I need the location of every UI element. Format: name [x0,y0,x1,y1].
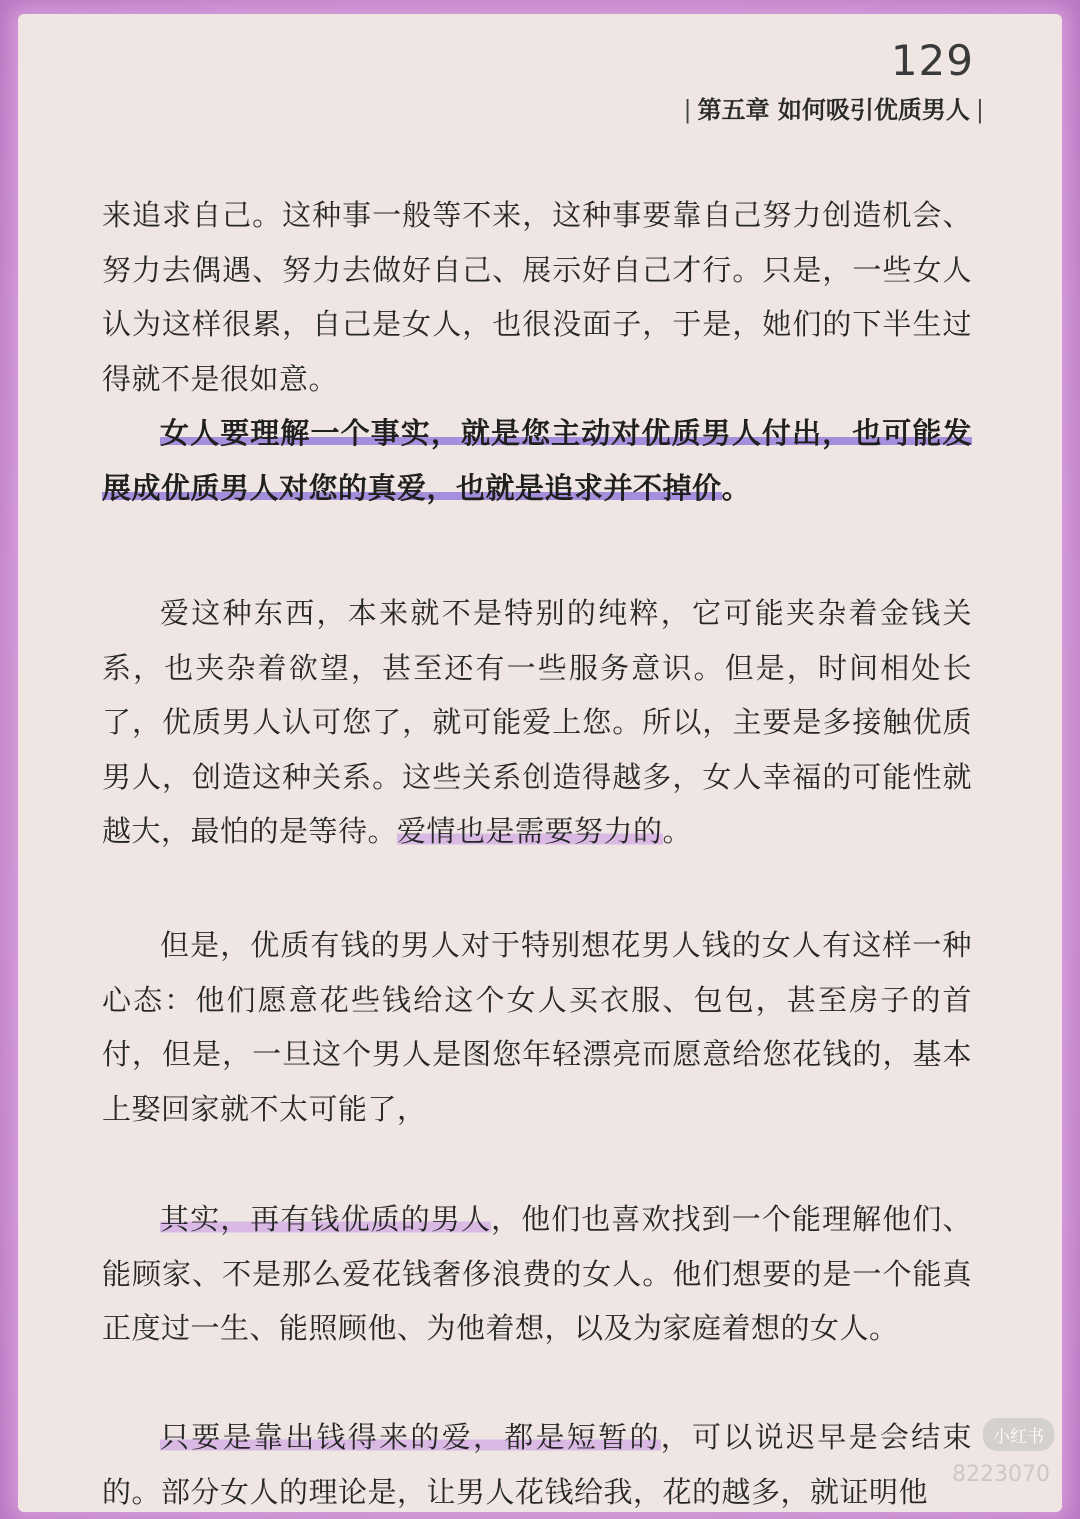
paragraph-block-2 [102,586,972,859]
book-page [18,14,1062,1512]
divider: | [975,96,984,124]
watermark-id: 8223070 [952,1462,1050,1487]
paragraph-block-4 [102,1192,972,1356]
paragraph-block-5 [102,1410,972,1519]
paragraph-block-3 [102,918,972,1136]
chapter-header [677,90,990,125]
paragraph [102,1410,972,1519]
paragraph-text: ，他们也喜欢找到一个能理解他们、能顾家、不是那么爱花钱奢侈浪费的女人。他们想要的是一个能真正度过一生、能照顾他、为他着想，以及为家庭着想的女人。 [102,1202,972,1345]
highlighted-text: 只要是靠出钱得来的爱，都是短暂的 [160,1420,661,1454]
divider: | [683,96,692,124]
highlighted-text: 女人要理解一个事实，就是您主动对优质男人付出，也可能发展成优质男人对您的真爱，也就是追求并不掉价 [102,416,972,505]
paragraph-text: 爱这种东西，本来就不是特别的纯粹，它可能夹杂着金钱关系，也夹杂着欲望，甚至还有一些服务意识。但是，时间相处长了，优质男人认可您了，就可能爱上您。所以，主要是多接触优质男人，创造这种关系。这些关系创造得越多，女人幸福的可能性就越大，最怕的是等待。 [102,596,972,848]
paragraph-text: ，可以说迟早是会结束的。部分女人的理论是，让男人花钱给我，花的越多，就证明他 [102,1420,972,1509]
watermark-logo: 小红书 [983,1418,1054,1451]
punctuation: 。 [662,814,693,848]
punctuation: 。 [721,470,752,505]
page-number: 129 [890,36,974,85]
paragraph-highlighted [102,406,972,515]
highlighted-text: 爱情也是需要努力的 [397,814,663,848]
paragraph [102,586,972,859]
paragraph: 来追求自己。这种事一般等不来，这种事要靠自己努力创造机会、努力去偶遇、努力去做好自己、展示好自己才行。只是，一些女人认为这样很累，自己是女人，也很没面子，于是，她们的下半生过得就不是很如意。 [102,198,972,396]
chapter-title: 第五章 如何吸引优质男人 [697,95,970,124]
paragraph: 但是，优质有钱的男人对于特别想花男人钱的女人有这样一种心态：他们愿意花些钱给这个女人买衣服、包包，甚至房子的首付，但是，一旦这个男人是图您年轻漂亮而愿意给您花钱的，基本上娶回家就不太可能了， [102,928,972,1126]
paragraph [102,1192,972,1356]
paragraph-block-1 [102,188,972,515]
highlighted-text: 其实，再有钱优质的男人 [160,1202,492,1236]
